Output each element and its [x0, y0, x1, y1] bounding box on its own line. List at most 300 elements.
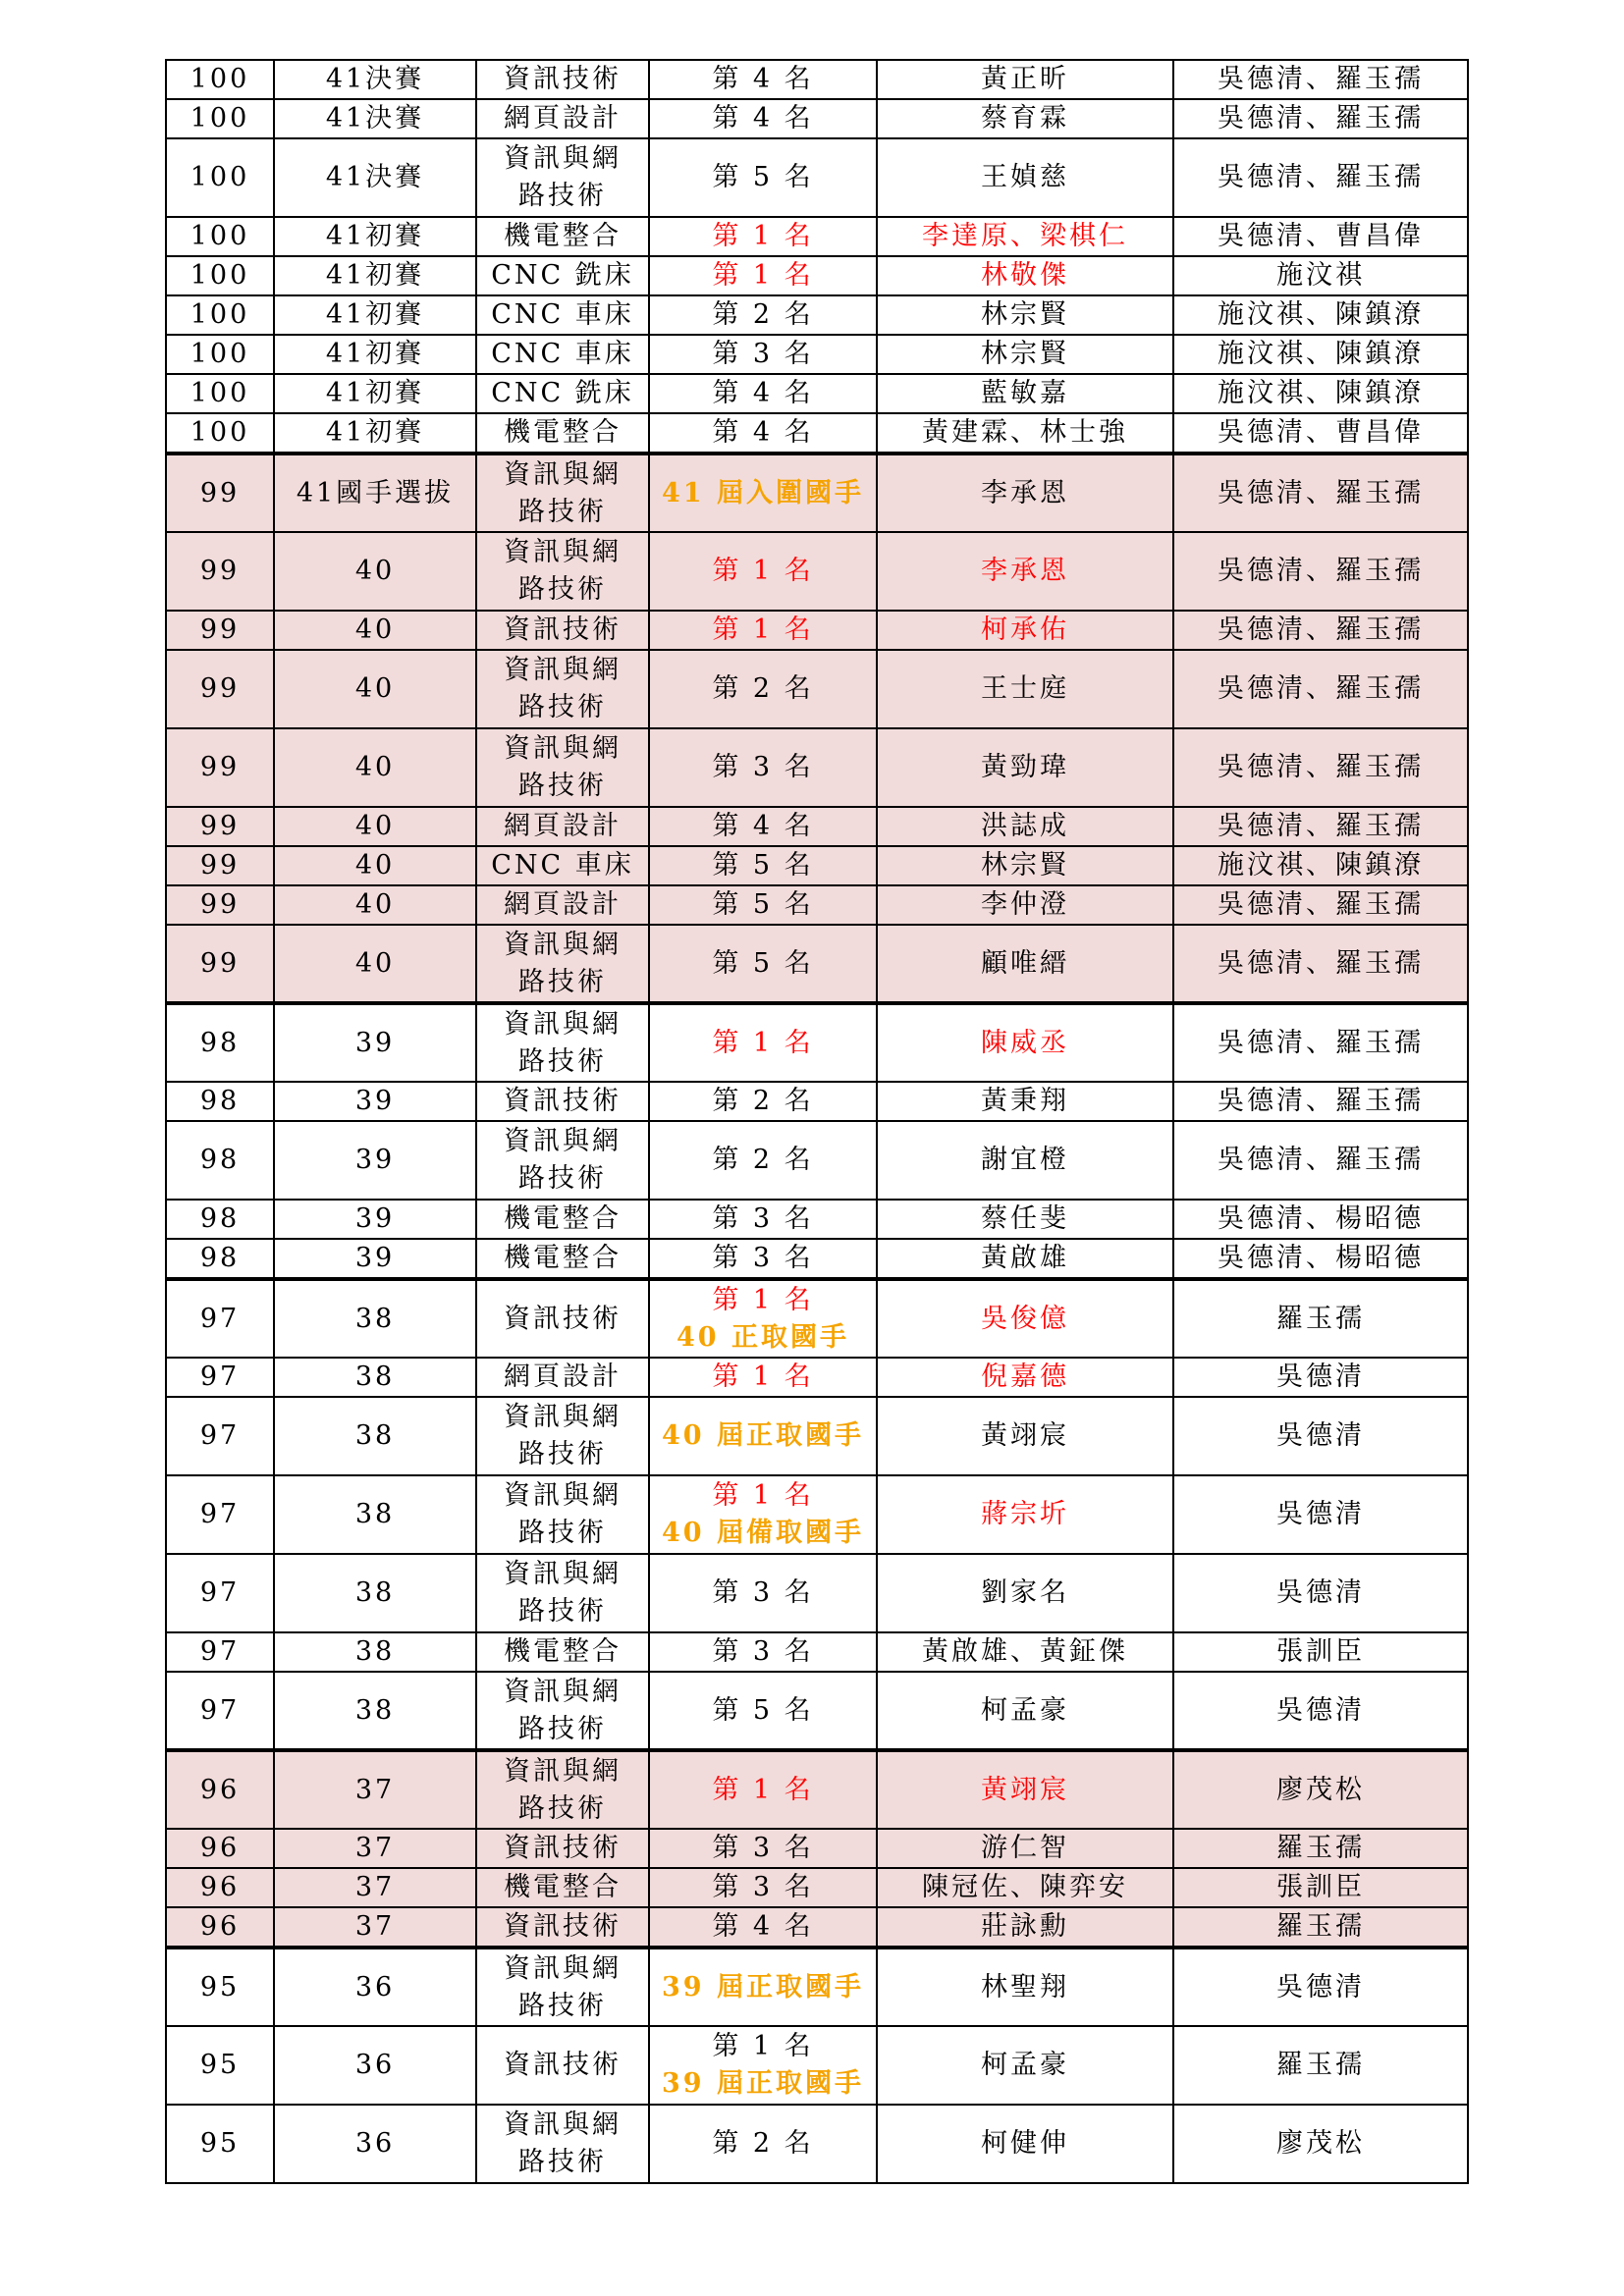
rank-cell: [649, 138, 877, 217]
winner-cell-line: 王媜慈: [981, 162, 1069, 192]
rank-cell-line: 第 2 名: [712, 1086, 814, 1116]
rank-cell: [649, 532, 877, 611]
category-cell-line: 資訊技術: [504, 1086, 622, 1116]
category-cell-line: 路技術: [518, 1163, 607, 1194]
year-cell: 99: [166, 532, 274, 611]
year-cell: 97: [166, 1632, 274, 1672]
session-cell: 41國手選拔: [274, 454, 476, 532]
winner-cell-line: 蔡任斐: [981, 1203, 1069, 1234]
rank-cell-line: 第 5 名: [712, 162, 814, 192]
table-row: [166, 256, 1468, 295]
category-cell-line: 資訊與網: [504, 2109, 622, 2140]
category-cell-line: 資訊技術: [504, 1911, 622, 1942]
coach-cell: 吳德清: [1173, 1397, 1468, 1475]
category-cell: [476, 1750, 649, 1829]
coach-cell: 吳德清: [1173, 1554, 1468, 1632]
session-cell: 40: [274, 885, 476, 925]
coach-cell: 吳德清: [1173, 1358, 1468, 1397]
coach-cell: 施汶祺、陳鎮潦: [1173, 295, 1468, 335]
rank-cell-line: 39 屆正取國手: [662, 2068, 864, 2099]
coach-cell: 廖茂松: [1173, 2105, 1468, 2183]
year-cell: 97: [166, 1279, 274, 1358]
winner-cell: [877, 335, 1173, 374]
category-cell-line: 資訊與網: [504, 1480, 622, 1511]
category-cell-line: 機電整合: [504, 1636, 622, 1667]
coach-cell: 吳德清、羅玉孺: [1173, 1082, 1468, 1121]
table-row: [166, 99, 1468, 138]
winner-cell-line: 吳俊億: [981, 1303, 1069, 1334]
rank-cell-line: 40 屆正取國手: [662, 1420, 864, 1451]
category-cell-line: 路技術: [518, 1792, 607, 1824]
category-cell-line: 資訊與網: [504, 1952, 622, 1984]
winner-cell: [877, 1672, 1173, 1750]
winner-cell: [877, 1200, 1173, 1239]
rank-cell-line: 第 1 名: [712, 556, 814, 586]
coach-cell: 吳德清、羅玉孺: [1173, 611, 1468, 650]
year-cell: 97: [166, 1475, 274, 1554]
category-cell-line: 路技術: [518, 1439, 607, 1469]
winner-cell-line: 黃翊宸: [981, 1774, 1069, 1805]
table-row: [166, 2026, 1468, 2105]
rank-cell: [649, 728, 877, 807]
rank-cell: [649, 2026, 877, 2105]
rank-cell-line: 第 3 名: [712, 1636, 814, 1667]
winner-cell-line: 蔡育霖: [981, 103, 1069, 133]
year-cell: 99: [166, 925, 274, 1003]
rank-cell-line: 第 4 名: [712, 64, 814, 94]
session-cell: 38: [274, 1358, 476, 1397]
rank-cell: [649, 1554, 877, 1632]
rank-cell-line: 第 1 名: [712, 1027, 814, 1058]
rank-cell: [649, 1868, 877, 1907]
winner-cell: [877, 1868, 1173, 1907]
category-cell-line: 機電整合: [504, 1872, 622, 1902]
year-cell: 99: [166, 846, 274, 885]
coach-cell: 吳德清、羅玉孺: [1173, 138, 1468, 217]
coach-cell: 吳德清: [1173, 1475, 1468, 1554]
winner-cell-line: 藍敏嘉: [981, 378, 1069, 408]
category-cell-line: CNC 車床: [491, 299, 634, 330]
winner-cell-line: 莊詠勳: [981, 1911, 1069, 1942]
coach-cell: 張訓臣: [1173, 1632, 1468, 1672]
year-cell: 100: [166, 138, 274, 217]
year-cell: 99: [166, 611, 274, 650]
winner-cell: [877, 60, 1173, 99]
rank-cell: [649, 846, 877, 885]
winner-cell: [877, 138, 1173, 217]
year-cell: 100: [166, 295, 274, 335]
category-cell: [476, 99, 649, 138]
category-cell-line: 路技術: [518, 1990, 607, 2021]
category-cell: [476, 1082, 649, 1121]
coach-cell: 張訓臣: [1173, 1868, 1468, 1907]
winner-cell: [877, 295, 1173, 335]
category-cell-line: 資訊與網: [504, 733, 622, 764]
category-cell-line: 資訊與網: [504, 1676, 622, 1707]
winner-cell-line: 柯孟豪: [981, 1694, 1069, 1726]
session-cell: 36: [274, 2026, 476, 2105]
session-cell: 38: [274, 1279, 476, 1358]
category-cell-line: 資訊技術: [504, 64, 622, 94]
coach-cell: 羅玉孺: [1173, 1279, 1468, 1358]
category-cell-line: 資訊技術: [504, 614, 622, 645]
category-cell: [476, 1397, 649, 1475]
rank-cell: [649, 454, 877, 532]
session-cell: 41初賽: [274, 374, 476, 413]
session-cell: 39: [274, 1239, 476, 1279]
rank-cell: [649, 1632, 877, 1672]
winner-cell-line: 倪嘉德: [981, 1362, 1069, 1392]
table-row: [166, 807, 1468, 846]
session-cell: 41初賽: [274, 295, 476, 335]
table-row: [166, 728, 1468, 807]
table-row: [166, 1672, 1468, 1750]
category-cell: [476, 60, 649, 99]
year-cell: 95: [166, 2026, 274, 2105]
winner-cell-line: 黃翊宸: [981, 1420, 1069, 1451]
session-cell: 37: [274, 1868, 476, 1907]
winner-cell: [877, 1121, 1173, 1200]
rank-cell-line: 第 1 名: [712, 260, 814, 291]
table-row: [166, 1948, 1468, 2026]
winner-cell: [877, 1358, 1173, 1397]
table-row: [166, 1003, 1468, 1082]
winner-cell: [877, 532, 1173, 611]
category-cell: [476, 1279, 649, 1358]
rank-cell-line: 第 2 名: [712, 2128, 814, 2159]
winner-cell-line: 蔣宗圻: [981, 1499, 1069, 1529]
session-cell: 40: [274, 728, 476, 807]
rank-cell-line: 40 正取國手: [677, 1321, 849, 1353]
winner-cell: [877, 217, 1173, 256]
winner-cell: [877, 650, 1173, 728]
category-cell: [476, 807, 649, 846]
rank-cell-line: 第 4 名: [712, 103, 814, 133]
year-cell: 98: [166, 1121, 274, 1200]
category-cell-line: 資訊技術: [504, 2050, 622, 2080]
winner-cell-line: 黃秉翔: [981, 1086, 1069, 1116]
category-cell: [476, 650, 649, 728]
winner-cell: [877, 1829, 1173, 1868]
winner-cell-line: 黃啟雄、黃鉦傑: [922, 1636, 1128, 1667]
table-row: [166, 295, 1468, 335]
year-cell: 100: [166, 256, 274, 295]
rank-cell: [649, 256, 877, 295]
session-cell: 41決賽: [274, 60, 476, 99]
category-cell-line: 資訊與網: [504, 1008, 622, 1040]
rank-cell-line: 第 1 名: [712, 221, 814, 251]
category-cell-line: 路技術: [518, 1045, 607, 1077]
awards-table: [165, 59, 1469, 2184]
rank-cell-line: 第 1 名: [712, 1774, 814, 1805]
rank-cell: [649, 1358, 877, 1397]
category-cell: [476, 2105, 649, 2183]
rank-cell-line: 第 4 名: [712, 378, 814, 408]
category-cell-line: 資訊與網: [504, 655, 622, 685]
rank-cell: [649, 1082, 877, 1121]
winner-cell: [877, 454, 1173, 532]
session-cell: 41決賽: [274, 99, 476, 138]
rank-cell: [649, 885, 877, 925]
category-cell: [476, 846, 649, 885]
winner-cell: [877, 728, 1173, 807]
coach-cell: 吳德清、羅玉孺: [1173, 807, 1468, 846]
table-row: [166, 1082, 1468, 1121]
winner-cell: [877, 2026, 1173, 2105]
session-cell: 39: [274, 1121, 476, 1200]
session-cell: 40: [274, 532, 476, 611]
session-cell: 39: [274, 1200, 476, 1239]
table-row: [166, 1554, 1468, 1632]
category-cell: [476, 217, 649, 256]
category-cell: [476, 885, 649, 925]
winner-cell: [877, 1003, 1173, 1082]
session-cell: 41初賽: [274, 335, 476, 374]
winner-cell: [877, 885, 1173, 925]
winner-cell: [877, 1475, 1173, 1554]
winner-cell: [877, 1239, 1173, 1279]
rank-cell: [649, 1239, 877, 1279]
category-cell-line: 資訊與網: [504, 537, 622, 567]
table-row: [166, 60, 1468, 99]
category-cell: [476, 454, 649, 532]
category-cell: [476, 611, 649, 650]
winner-cell-line: 黃勁瑋: [981, 752, 1069, 782]
session-cell: 40: [274, 807, 476, 846]
winner-cell-line: 柯承佑: [981, 614, 1069, 645]
coach-cell: 施汶祺、陳鎮潦: [1173, 374, 1468, 413]
winner-cell-line: 李承恩: [981, 477, 1069, 508]
rank-cell-line: 第 5 名: [712, 947, 814, 979]
session-cell: 40: [274, 846, 476, 885]
table-row: [166, 885, 1468, 925]
rank-cell: [649, 1829, 877, 1868]
coach-cell: 吳德清: [1173, 1672, 1468, 1750]
table-row: [166, 138, 1468, 217]
table-row: [166, 1750, 1468, 1829]
year-cell: 99: [166, 807, 274, 846]
winner-cell-line: 林宗賢: [981, 299, 1069, 330]
winner-cell: [877, 1907, 1173, 1948]
rank-cell-line: 第 4 名: [712, 1911, 814, 1942]
category-cell-line: 機電整合: [504, 1203, 622, 1234]
coach-cell: 吳德清、羅玉孺: [1173, 60, 1468, 99]
category-cell: [476, 1829, 649, 1868]
coach-cell: 吳德清、羅玉孺: [1173, 728, 1468, 807]
winner-cell: [877, 1397, 1173, 1475]
rank-cell-line: 第 1 名: [712, 2031, 814, 2061]
table-row: [166, 846, 1468, 885]
category-cell-line: 路技術: [518, 1596, 607, 1627]
winner-cell-line: 游仁智: [981, 1833, 1069, 1863]
table-row: [166, 1475, 1468, 1554]
category-cell: [476, 1475, 649, 1554]
year-cell: 97: [166, 1672, 274, 1750]
session-cell: 38: [274, 1397, 476, 1475]
table-row: [166, 1397, 1468, 1475]
session-cell: 41初賽: [274, 413, 476, 454]
category-cell: [476, 1121, 649, 1200]
rank-cell: [649, 1279, 877, 1358]
category-cell-line: CNC 銑床: [491, 260, 634, 291]
year-cell: 98: [166, 1003, 274, 1082]
year-cell: 100: [166, 99, 274, 138]
category-cell-line: 資訊與網: [504, 1402, 622, 1432]
category-cell-line: 資訊技術: [504, 1303, 622, 1334]
rank-cell: [649, 1397, 877, 1475]
coach-cell: 廖茂松: [1173, 1750, 1468, 1829]
category-cell-line: 網頁設計: [504, 103, 622, 133]
category-cell: [476, 1554, 649, 1632]
rank-cell: [649, 807, 877, 846]
category-cell-line: 資訊與網: [504, 1755, 622, 1787]
rank-cell: [649, 374, 877, 413]
year-cell: 98: [166, 1200, 274, 1239]
winner-cell-line: 謝宜橙: [981, 1145, 1069, 1175]
category-cell: [476, 1003, 649, 1082]
winner-cell-line: 李達原、梁棋仁: [922, 221, 1128, 251]
category-cell: [476, 1358, 649, 1397]
rank-cell: [649, 60, 877, 99]
rank-cell-line: 第 2 名: [712, 673, 814, 704]
category-cell-line: 路技術: [518, 181, 607, 211]
coach-cell: 施汶祺: [1173, 256, 1468, 295]
year-cell: 96: [166, 1907, 274, 1948]
category-cell-line: CNC 銑床: [491, 378, 634, 408]
category-cell: [476, 925, 649, 1003]
coach-cell: 吳德清、楊昭德: [1173, 1239, 1468, 1279]
rank-cell: [649, 99, 877, 138]
category-cell-line: 路技術: [518, 1713, 607, 1744]
rank-cell: [649, 650, 877, 728]
rank-cell: [649, 1003, 877, 1082]
table-row: [166, 611, 1468, 650]
winner-cell: [877, 925, 1173, 1003]
winner-cell-line: 李仲澄: [981, 889, 1069, 920]
session-cell: 36: [274, 2105, 476, 2183]
coach-cell: 羅玉孺: [1173, 2026, 1468, 2105]
year-cell: 97: [166, 1397, 274, 1475]
winner-cell-line: 王士庭: [981, 673, 1069, 704]
session-cell: 38: [274, 1672, 476, 1750]
winner-cell-line: 黃建霖、林士強: [922, 417, 1128, 448]
winner-cell-line: 洪誌成: [981, 811, 1069, 841]
category-cell: [476, 1907, 649, 1948]
table-row: [166, 374, 1468, 413]
rank-cell-line: 第 4 名: [712, 811, 814, 841]
rank-cell: [649, 217, 877, 256]
table-row: [166, 1279, 1468, 1358]
year-cell: 100: [166, 60, 274, 99]
coach-cell: 吳德清、羅玉孺: [1173, 1003, 1468, 1082]
category-cell-line: 路技術: [518, 692, 607, 722]
category-cell: [476, 1948, 649, 2026]
category-cell-line: 資訊與網: [504, 458, 622, 490]
category-cell-line: 網頁設計: [504, 889, 622, 920]
coach-cell: 吳德清、楊昭德: [1173, 1200, 1468, 1239]
session-cell: 38: [274, 1632, 476, 1672]
rank-cell: [649, 1672, 877, 1750]
table-row: [166, 650, 1468, 728]
category-cell-line: 機電整合: [504, 221, 622, 251]
table-row: [166, 217, 1468, 256]
winner-cell-line: 柯孟豪: [981, 2050, 1069, 2080]
session-cell: 41初賽: [274, 217, 476, 256]
session-cell: 37: [274, 1907, 476, 1948]
year-cell: 99: [166, 728, 274, 807]
rank-cell: [649, 335, 877, 374]
awards-table-container: [165, 59, 1469, 2184]
coach-cell: 吳德清、羅玉孺: [1173, 454, 1468, 532]
category-cell: [476, 728, 649, 807]
coach-cell: 吳德清、曹昌偉: [1173, 413, 1468, 454]
year-cell: 99: [166, 885, 274, 925]
session-cell: 40: [274, 650, 476, 728]
coach-cell: 吳德清、羅玉孺: [1173, 1121, 1468, 1200]
winner-cell: [877, 374, 1173, 413]
winner-cell: [877, 1554, 1173, 1632]
category-cell-line: 資訊與網: [504, 1559, 622, 1589]
category-cell-line: 資訊與網: [504, 1126, 622, 1156]
winner-cell: [877, 1279, 1173, 1358]
category-cell: [476, 256, 649, 295]
table-row: [166, 1200, 1468, 1239]
table-row: [166, 1829, 1468, 1868]
rank-cell: [649, 2105, 877, 2183]
rank-cell-line: 第 2 名: [712, 1145, 814, 1175]
rank-cell: [649, 611, 877, 650]
session-cell: 37: [274, 1750, 476, 1829]
winner-cell: [877, 611, 1173, 650]
table-row: [166, 1632, 1468, 1672]
category-cell-line: 機電整合: [504, 417, 622, 448]
table-row: [166, 1907, 1468, 1948]
coach-cell: 吳德清、羅玉孺: [1173, 532, 1468, 611]
category-cell: [476, 1672, 649, 1750]
session-cell: 40: [274, 611, 476, 650]
coach-cell: 吳德清、羅玉孺: [1173, 650, 1468, 728]
winner-cell: [877, 807, 1173, 846]
coach-cell: 羅玉孺: [1173, 1907, 1468, 1948]
category-cell-line: 路技術: [518, 496, 607, 527]
winner-cell: [877, 1948, 1173, 2026]
winner-cell: [877, 2105, 1173, 2183]
coach-cell: 吳德清: [1173, 1948, 1468, 2026]
winner-cell-line: 林宗賢: [981, 339, 1069, 369]
rank-cell-line: 40 屆備取國手: [662, 1518, 864, 1548]
winner-cell: [877, 1632, 1173, 1672]
table-row: [166, 1358, 1468, 1397]
winner-cell: [877, 1750, 1173, 1829]
winner-cell-line: 李承恩: [981, 556, 1069, 586]
coach-cell: 施汶祺、陳鎮潦: [1173, 335, 1468, 374]
category-cell-line: 路技術: [518, 966, 607, 997]
category-cell-line: CNC 車床: [491, 850, 634, 881]
year-cell: 100: [166, 335, 274, 374]
year-cell: 97: [166, 1358, 274, 1397]
year-cell: 96: [166, 1868, 274, 1907]
category-cell-line: 網頁設計: [504, 1362, 622, 1392]
category-cell-line: 資訊與網: [504, 929, 622, 960]
session-cell: 39: [274, 1082, 476, 1121]
rank-cell: [649, 925, 877, 1003]
category-cell: [476, 295, 649, 335]
rank-cell-line: 第 3 名: [712, 1243, 814, 1273]
rank-cell-line: 第 3 名: [712, 752, 814, 782]
rank-cell: [649, 1200, 877, 1239]
rank-cell-line: 第 3 名: [712, 1203, 814, 1234]
table-row: [166, 335, 1468, 374]
